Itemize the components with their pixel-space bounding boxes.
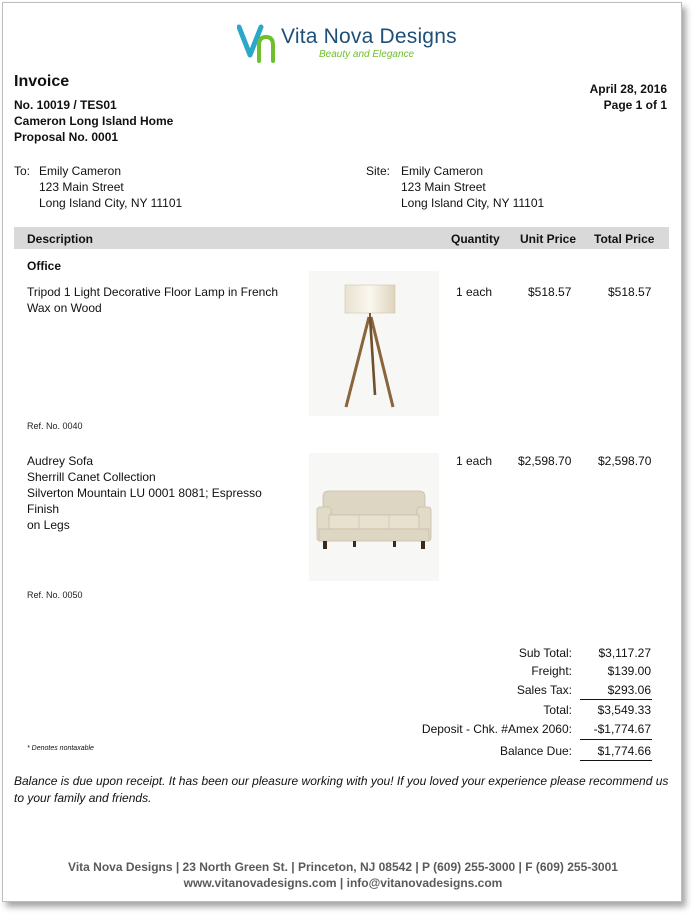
to-street: 123 Main Street xyxy=(39,180,124,194)
closing-message: Balance is due upon receipt. It has been our pleasure working with you! If you loved your experience please recommend us to your family and friends. xyxy=(14,774,669,805)
company-tagline: Beauty and Elegance xyxy=(319,49,415,60)
item-ref: Ref. No. 0050 xyxy=(27,590,83,600)
sofa-image xyxy=(309,453,439,581)
to-name: Emily Cameron xyxy=(39,164,122,178)
balance-due-value: $1,774.66 xyxy=(597,744,651,758)
footer xyxy=(3,859,683,891)
balance-rule xyxy=(580,760,652,761)
footer-contact: www.vitanovadesigns.com | info@vitanovadesigns.com xyxy=(183,876,503,890)
to-city: Long Island City, NY 11101 xyxy=(39,196,183,210)
total-value: $3,549.33 xyxy=(597,703,651,717)
deposit-label: Deposit - Chk. #Amex 2060: xyxy=(421,722,572,736)
col-quantity: Quantity xyxy=(451,232,500,246)
balance-due-label: Balance Due: xyxy=(499,744,572,758)
item-quantity: 1 each xyxy=(456,454,493,468)
company-logo xyxy=(231,15,475,69)
deposit-rule xyxy=(580,739,652,740)
site-name: Emily Cameron xyxy=(401,164,484,178)
invoice-date: April 28, 2016 xyxy=(589,82,667,96)
sales-tax-label: Sales Tax: xyxy=(516,683,572,697)
item-ref: Ref. No. 0040 xyxy=(27,421,83,431)
project-name: Cameron Long Island Home xyxy=(14,114,174,128)
item-desc-line: Sherrill Canet Collection xyxy=(27,470,156,484)
invoice-number: No. 10019 / TES01 xyxy=(14,98,117,112)
section-heading: Office xyxy=(27,259,62,273)
freight-label: Freight: xyxy=(531,664,572,678)
item-quantity: 1 each xyxy=(456,285,493,299)
item-desc-line: on Legs xyxy=(27,518,70,532)
invoice-header xyxy=(14,73,173,145)
freight-value: $139.00 xyxy=(607,664,651,678)
page-number: Page 1 of 1 xyxy=(603,98,667,112)
site-city: Long Island City, NY 11101 xyxy=(401,196,545,210)
col-total-price: Total Price xyxy=(594,232,655,246)
sales-tax-value: $293.06 xyxy=(607,683,651,697)
footer-address: Vita Nova Designs | 23 North Green St. | Princeton, NJ 08542 | P (609) 255-3000 | F (609) 255-3001 xyxy=(68,860,618,874)
invoice-page xyxy=(2,2,682,902)
total-label: Total: xyxy=(543,703,572,717)
item-desc-line: Tripod 1 Light Decorative Floor Lamp in French xyxy=(27,285,279,299)
company-name: Vita Nova Designs xyxy=(281,25,457,48)
to-label: To: xyxy=(14,164,31,178)
site-street: 123 Main Street xyxy=(401,180,486,194)
col-description: Description xyxy=(27,232,94,246)
item-desc-line: Silverton Mountain LU 0001 8081; Espresso Finish xyxy=(27,486,262,516)
col-unit-price: Unit Price xyxy=(520,232,577,246)
invoice-title: Invoice xyxy=(14,73,70,90)
subtotal-value: $3,117.27 xyxy=(598,646,651,660)
item-desc-line: Wax on Wood xyxy=(27,301,102,315)
invoice-meta xyxy=(590,81,667,113)
sofa-icon xyxy=(309,453,439,581)
subtotal-rule xyxy=(580,699,652,700)
item-total-price: $2,598.70 xyxy=(598,454,652,468)
item-unit-price: $518.57 xyxy=(528,285,572,299)
item-total-price: $518.57 xyxy=(608,285,652,299)
item-unit-price: $2,598.70 xyxy=(518,454,572,468)
item-desc-line: Audrey Sofa xyxy=(27,454,94,468)
nontaxable-note: * Denotes nontaxable xyxy=(27,745,94,752)
site-label: Site: xyxy=(366,164,391,178)
vn-logo-icon xyxy=(237,21,277,63)
proposal-number: Proposal No. 0001 xyxy=(14,130,119,144)
table-header xyxy=(14,227,669,249)
deposit-value: -$1,774.67 xyxy=(593,722,651,736)
item-description xyxy=(27,284,297,316)
item-description xyxy=(27,453,297,533)
subtotal-label: Sub Total: xyxy=(518,646,572,660)
floor-lamp-icon xyxy=(309,271,439,416)
floor-lamp-image xyxy=(309,271,439,416)
